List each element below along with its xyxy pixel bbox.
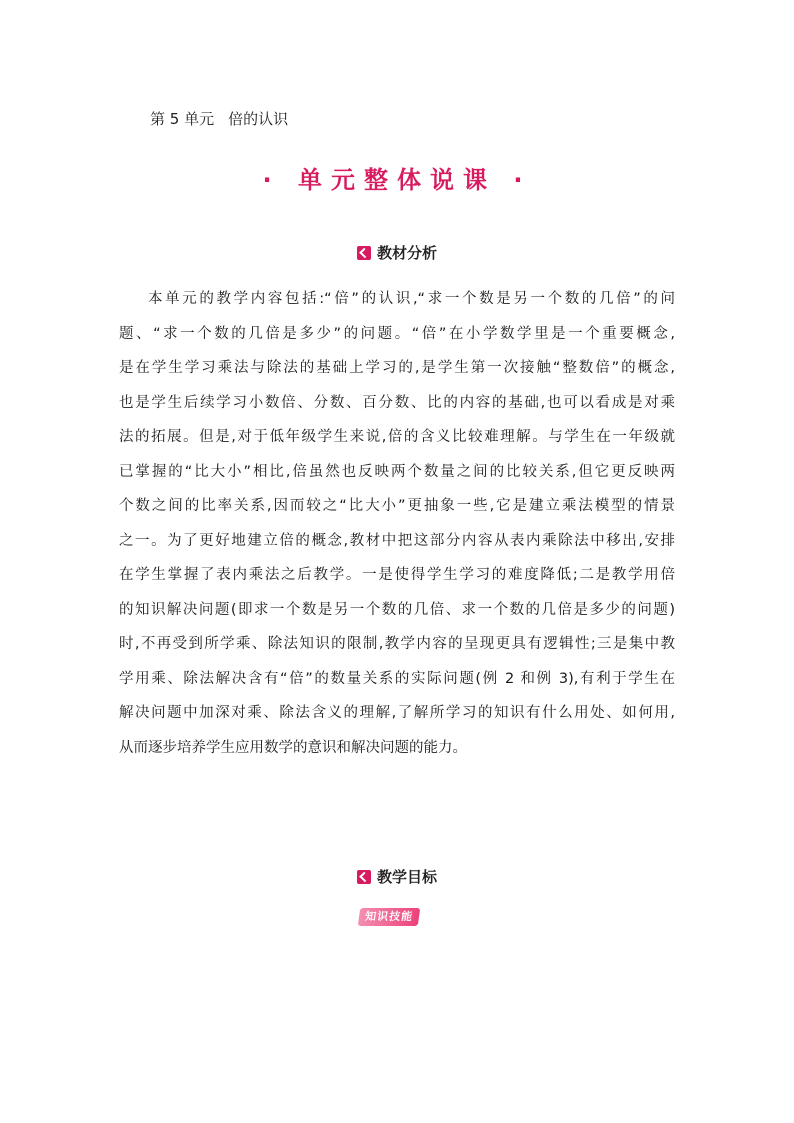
section-heading-objectives [0, 866, 794, 887]
analysis-paragraph [119, 282, 675, 765]
paragraph-line: 本单元的教学内容包括:“倍”的认识,“求一个数是另一个数的几倍”的问 [148, 291, 675, 307]
paragraph-line: 法的拓展。但是,对于低年级学生来说,倍的含义比较难理解。与学生在一年级就 [119, 429, 675, 445]
paragraph-line: 的知识解决问题(即求一个数是另一个数的几倍、求一个数的几倍是多少的问题) [119, 601, 675, 618]
paragraph-line: 已掌握的“比大小”相比,倍虽然也反映两个数量之间的比较关系,但它更反映两 [119, 463, 675, 480]
section-marker-icon [357, 246, 371, 260]
paragraph-line: 学用乘、除法解决含有“倍”的数量关系的实际问题(例 2 和例 3),有利于学生在 [119, 670, 675, 687]
paragraph-line: 解决问题中加深对乘、除法含义的理解,了解所学习的知识有什么用处、如何用, [119, 705, 675, 721]
section-marker-icon [357, 870, 371, 884]
paragraph-line: 个数之间的比率关系,因而较之“比大小”更抽象一些,它是建立乘法模型的情景 [119, 498, 675, 514]
section-label: 教学目标 [376, 868, 437, 886]
paragraph-line: 也是学生后续学习小数倍、分数、百分数、比的内容的基础,也可以看成是对乘 [119, 394, 675, 411]
section-heading-analysis [0, 242, 794, 263]
paragraph-line: 之一。为了更好地建立倍的概念,教材中把这部分内容从表内乘除法中移出,安排 [119, 532, 675, 549]
unit-header [150, 108, 288, 129]
section-label: 教材分析 [376, 244, 437, 262]
unit-topic: 倍的认识 [228, 110, 289, 128]
paragraph-line: 时,不再受到所学乘、除法知识的限制,教学内容的呈现更具有逻辑性;三是集中教 [119, 636, 675, 652]
knowledge-skills-badge: 知识技能 [358, 908, 421, 926]
paragraph-line: 题、“求一个数的几倍是多少”的问题。“倍”在小学数学里是一个重要概念, [119, 325, 675, 342]
paragraph-line: 从而逐步培养学生应用数学的意识和解决问题的能力。 [119, 739, 467, 756]
main-title: · 单元整体说课 · [262, 166, 532, 194]
unit-number: 第 5 单元 [150, 110, 215, 128]
paragraph-line: 在学生掌握了表内乘法之后教学。一是使得学生学习的难度降低;二是教学用倍 [119, 567, 675, 583]
paragraph-line: 是在学生学习乘法与除法的基础上学习的,是学生第一次接触“整数倍”的概念, [119, 360, 675, 376]
